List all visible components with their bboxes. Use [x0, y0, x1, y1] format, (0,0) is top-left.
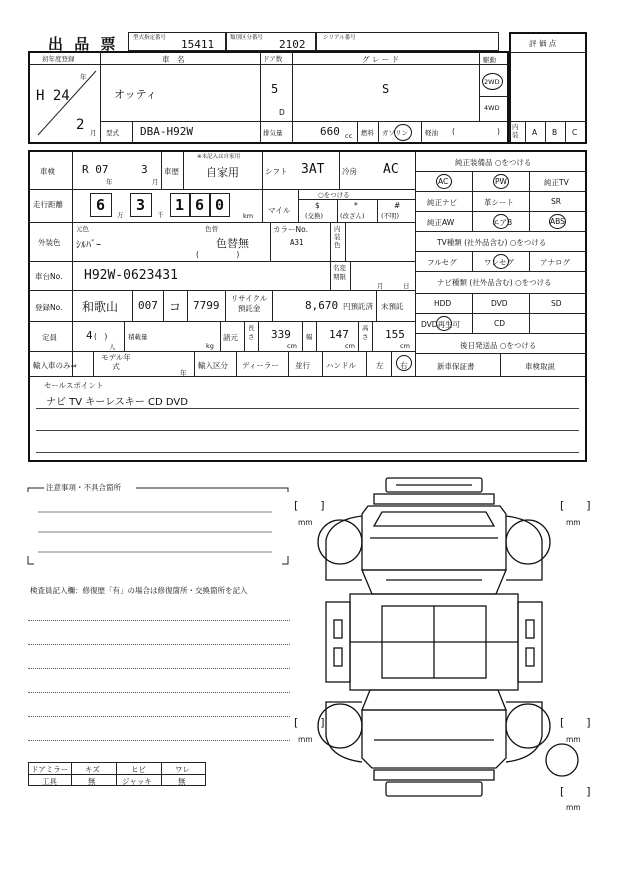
type-cert-box: 型式指定番号 15411 [128, 32, 226, 51]
serial-box: シリアル番号 [316, 32, 499, 51]
category-no: 2102 [279, 38, 306, 51]
shaken-month: 3 [141, 163, 148, 176]
form-title: 出 品 票 [48, 35, 119, 53]
doors-value: 5 [271, 82, 279, 96]
equip-airbag: エアB [492, 218, 513, 227]
equipment-title: 純正装備品 ○をつける [455, 158, 532, 167]
recycle-value: 8,670 [305, 299, 339, 312]
shaken-year: R 07 [82, 163, 109, 176]
history-value: 自家用 [206, 166, 239, 179]
sales-text: ナビ TV キーレスキー CD DVD [46, 397, 188, 408]
displacement-value: 660 [320, 125, 340, 138]
color-no: A31 [290, 238, 304, 247]
reg-number: 7799 [193, 299, 220, 312]
navi-dvd-play: DVD再生可 [421, 320, 461, 329]
car-name: オッティ [114, 88, 157, 101]
mileage-digit: 0 [215, 196, 225, 214]
drive-2wd: 2WD [484, 78, 500, 86]
drive-4wd: 4WD [484, 104, 500, 112]
equip-abs: ABS [550, 217, 565, 226]
reg-class: 007 [138, 299, 158, 312]
grade-value: S [382, 82, 390, 96]
capacity-value: 4 [86, 329, 93, 342]
mileage-digit: 1 [175, 196, 185, 214]
width-value: 147 [329, 328, 349, 341]
first-reg-era: H 24 [36, 88, 70, 104]
handle-right-circle [396, 355, 412, 371]
type-cert-no: 15411 [181, 38, 215, 51]
original-color: ｼﾙﾊﾞｰ [76, 240, 101, 251]
chassis-number: H92W-0623431 [84, 268, 178, 283]
car-diagram [290, 470, 600, 815]
reg-area: 和歌山 [82, 300, 119, 314]
inspector-label: 検査員記入欄：修復歴「有」の場合は修復箇所・交換箇所を記入 [30, 586, 248, 595]
drive-2wd-circle [482, 73, 503, 90]
category-box: 類別区分番号 2102 [226, 32, 316, 51]
height-value: 155 [385, 328, 405, 341]
shift-value: 3AT [301, 162, 325, 177]
cooler-value: AC [383, 162, 399, 177]
fuel-gasoline: ガソリン [382, 129, 408, 137]
tv-oneseg: ワンセグ [484, 258, 514, 267]
score-label: 評 価 点 [529, 39, 557, 48]
equip-pw: PW [495, 177, 507, 186]
notes-title: 注意事項・不具合箇所 [46, 483, 121, 492]
model-code: DBA-H92W [140, 125, 193, 138]
reg-kana: コ [169, 300, 182, 314]
first-reg-month: 2 [76, 117, 85, 133]
mileage-digit: 6 [96, 196, 106, 214]
equip-ac: AC [438, 177, 449, 186]
mileage-digit: 6 [195, 196, 205, 214]
fuel-circle [394, 124, 412, 141]
repaint-value: 色替無 [216, 237, 249, 250]
length-value: 339 [271, 328, 291, 341]
mileage-digit: 3 [136, 196, 146, 214]
